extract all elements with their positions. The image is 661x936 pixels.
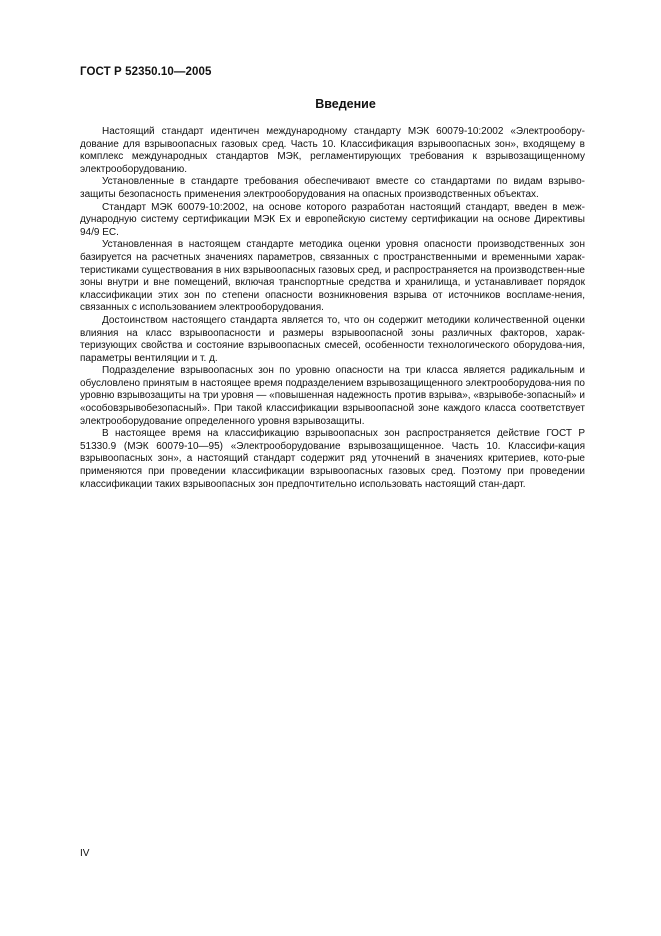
page-number: IV [80,848,90,859]
paragraph-7: В настоящее время на классификацию взрывоопасных зон распространяется действие ГОСТ Р 51330.9 (МЭК 60079-10—95) «Электрооборудование взрывозащищенное. Часть 10. Классифи-кация взрывоопасных зон», а настоящий стандарт содержит ряд уточнений в значениях критериев, кото-рые применяются при проведении классификации взрывоопасных газовых сред. Поэтому при проведении классификации таких взрывоопасных зон предпочтительно использовать настоящий стан-дарт. [80,428,585,490]
document-header: ГОСТ Р 52350.10—2005 [80,66,212,78]
introduction-body [80,126,585,491]
paragraph-1: Настоящий стандарт идентичен международному стандарту МЭК 60079-10:2002 «Электрообору-дование для взрывоопасных газовых сред. Часть 10. Классификация взрывоопасных зон», входящему в комплекс международных стандартов МЭК, регламентирующих требования к взрывозащищенному электрооборудованию. [80,126,585,175]
paragraph-3: Стандарт МЭК 60079-10:2002, на основе которого разработан настоящий стандарт, введен в меж-дународную систему сертификации МЭК Ех и европейскую систему сертификации на основе Директивы 94/9 ЕС. [80,201,585,238]
paragraph-4: Установленная в настоящем стандарте методика оценки уровня опасности производственных зон базируется на расчетных значениях параметров, связанных с пространственными и временными харак-теристиками существования в них взрывоопасных газовых сред, и распространяется на производствен-ные зоны внутри и вне помещений, включая транспортные средства и хранилища, и устанавливает порядок классификации этих зон по степени опасности возникновения взрыва от источников воспламе-нения, связанных с использованием электрооборудования. [80,239,585,314]
paragraph-2: Установленные в стандарте требования обеспечивают вместе со стандартами по видам взрыво-защиты безопасность применения электрооборудования на опасных производственных объектах. [80,176,585,200]
paragraph-6: Подразделение взрывоопасных зон по уровню опасности на три класса является радикальным и обусловлено принятым в настоящее время подразделением взрывозащищенного электрооборудова-ния по уровню взрывозащиты на три уровня — «повышенная надежность против взрыва», «взрывобе-зопасный» и «особовзрывобезопасный». При такой классификации взрывоопасной зоне каждого класса соответствует электрооборудование определенного уровня взрывозащиты. [80,365,585,427]
section-title: Введение [315,97,376,111]
paragraph-5: Достоинством настоящего стандарта является то, что он содержит методики количественной оценки влияния на класс взрывоопасности и размеры взрывоопасной зоны различных факторов, харак-теризующих свойства и состояние взрывоопасных смесей, особенности технологического оборудова-ния, параметры вентиляции и т. д. [80,314,585,364]
